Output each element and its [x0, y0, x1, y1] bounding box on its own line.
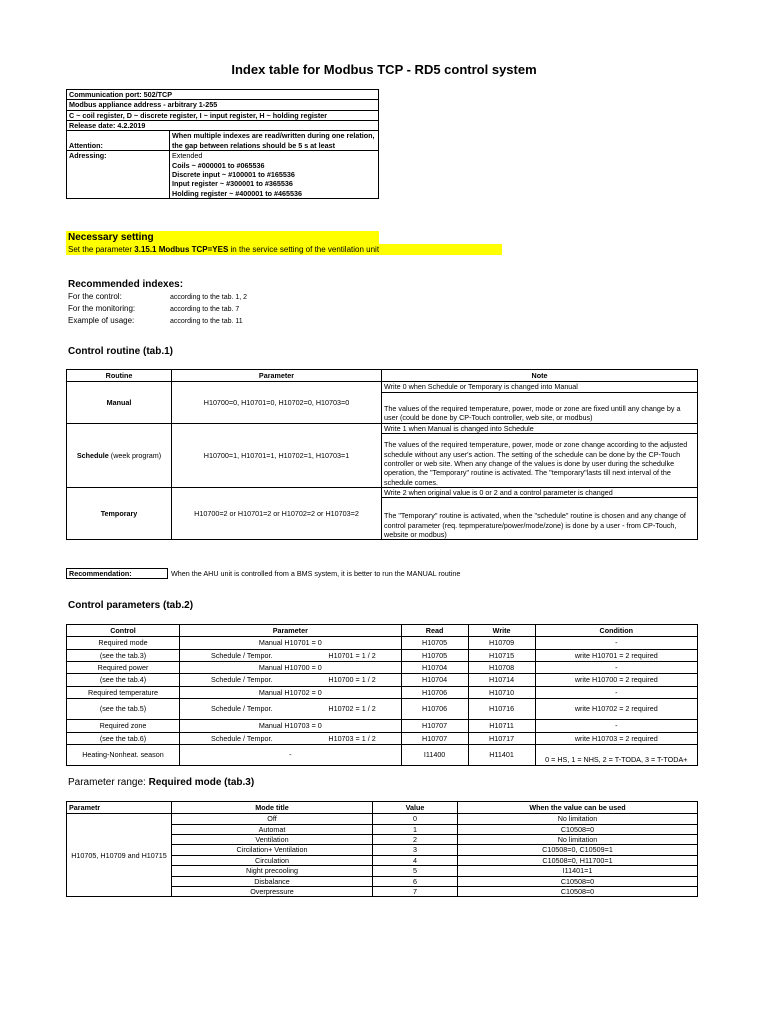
mode-value-cell: 1 — [373, 824, 458, 834]
tab2-table — [66, 624, 698, 766]
table-row — [67, 699, 698, 720]
mode-value-cell: 7 — [373, 886, 458, 896]
condition-cell: - — [535, 720, 697, 732]
mode-title-cell: Disbalance — [172, 876, 373, 886]
tab3-header: Value — [373, 802, 458, 814]
info-registers: C ~ coil register, D ~ discrete register, I ~ input register, H ~ holding register — [67, 110, 379, 120]
mode-title-cell: Overpressure — [172, 886, 373, 896]
tab2-header: Parameter — [180, 625, 402, 637]
recommended-label: For the monitoring: — [68, 304, 136, 313]
routine-schedule — [67, 423, 172, 487]
recommended-heading: Recommended indexes: — [68, 279, 184, 290]
recommendation-box — [66, 568, 168, 579]
tab3-header: Mode title — [172, 802, 373, 814]
parameter-cell: Manual H10701 = 0 — [180, 637, 402, 649]
mode-when-cell: No limitation — [458, 814, 698, 824]
mode-when-cell: C10508=0, H11700=1 — [458, 855, 698, 865]
info-release: Release date: 4.2.2019 — [67, 121, 379, 131]
recommended-row — [68, 291, 247, 303]
mode-title-cell: Automat — [172, 824, 373, 834]
write-cell: H10717 — [468, 732, 535, 744]
mode-when-cell: C10508=0 — [458, 886, 698, 896]
control-cell: (see the tab.4) — [67, 674, 180, 686]
mode-value-cell: 2 — [373, 835, 458, 845]
mode-value-cell: 4 — [373, 855, 458, 865]
condition-cell: - — [535, 637, 697, 649]
parameter-cell: H10701 = 1 / 2 — [304, 649, 402, 661]
control-cell: Heating-Nonheat. season — [67, 744, 180, 765]
tab2-heading: Control parameters (tab.2) — [68, 600, 194, 611]
condition-cell: write H10703 = 2 required — [535, 732, 697, 744]
condition-cell: write H10700 = 2 required — [535, 674, 697, 686]
recommended-value: according to the tab. 1, 2 — [170, 294, 248, 301]
table-row — [67, 674, 698, 686]
tab3-header: Parametr — [67, 802, 172, 814]
write-cell: H10714 — [468, 674, 535, 686]
routine-manual-note1: Write 0 when Schedule or Temporary is changed into Manual — [382, 382, 698, 392]
condition-cell: write H10701 = 2 required — [535, 649, 697, 661]
mode-value-cell: 6 — [373, 876, 458, 886]
condition-cell: - — [535, 662, 697, 674]
addressing-lines — [170, 151, 379, 199]
attention-label: Attention: — [67, 131, 170, 151]
tab2-header: Read — [401, 625, 468, 637]
parameter-cell: Manual H10703 = 0 — [180, 720, 402, 732]
table-row — [67, 720, 698, 732]
addressing-line: Input register ~ #300001 to #365536 — [172, 179, 293, 189]
routine-schedule-name: Schedule — [76, 450, 109, 460]
table-row — [67, 662, 698, 674]
necessary-param: 3.15.1 Modbus TCP=YES — [134, 245, 229, 254]
read-cell: H10707 — [401, 732, 468, 744]
tab2-header: Control — [67, 625, 180, 637]
tab1-table — [66, 369, 698, 540]
necessary-pre: Set the parameter — [68, 245, 135, 254]
write-cell: H10711 — [468, 720, 535, 732]
routine-schedule-note1: Write 1 when Manual is changed into Schedule — [382, 423, 698, 433]
read-cell: H10706 — [401, 686, 468, 698]
recommended-row — [68, 315, 247, 327]
routine-temporary: Temporary — [67, 488, 172, 540]
read-cell: I11400 — [401, 744, 468, 765]
control-cell: Required power — [67, 662, 180, 674]
control-cell: Required mode — [67, 637, 180, 649]
recommended-label: For the control: — [68, 292, 122, 301]
mode-when-cell: C10508=0 — [458, 876, 698, 886]
necessary-heading: Necessary setting — [66, 231, 379, 245]
parameter-cell: H10702 = 1 / 2 — [304, 699, 402, 720]
read-cell: H10707 — [401, 720, 468, 732]
addressing-line: Coils ~ #000001 to #065536 — [172, 160, 265, 170]
control-cell: (see the tab.6) — [67, 732, 180, 744]
table-row — [67, 637, 698, 649]
condition-cell: - — [535, 686, 697, 698]
tab1-header: Parameter — [172, 370, 382, 382]
table-row — [67, 686, 698, 698]
write-cell: H11401 — [468, 744, 535, 765]
read-cell: H10705 — [401, 649, 468, 661]
write-cell: H10708 — [468, 662, 535, 674]
addressing-line: Discrete input ~ #100001 to #165536 — [172, 169, 295, 179]
tab1-heading: Control routine (tab.1) — [68, 346, 173, 357]
control-cell: Required temperature — [67, 686, 180, 698]
addressing-line: Extended — [172, 151, 203, 161]
parameter-cell: - — [180, 744, 402, 765]
info-address: Modbus appliance address - arbitrary 1-255 — [67, 100, 379, 110]
info-table — [66, 89, 379, 199]
mode-title-cell: Circilation+ Ventilation — [172, 845, 373, 855]
write-cell: H10710 — [468, 686, 535, 698]
tab1-header: Routine — [67, 370, 172, 382]
routine-schedule-param: H10700=1, H10701=1, H10702=1, H10703=1 — [172, 423, 382, 487]
table-row — [67, 732, 698, 744]
tab3-param-cell: H10705, H10709 and H10715 — [67, 814, 172, 897]
parameter-mode-cell: Schedule / Tempor. — [180, 649, 304, 661]
mode-title-cell: Ventilation — [172, 835, 373, 845]
tab2-header: Condition — [535, 625, 697, 637]
recommended-list — [68, 291, 247, 327]
mode-title-cell: Circulation — [172, 855, 373, 865]
necessary-post: in the service setting of the ventilation unit — [228, 245, 380, 254]
recommended-row — [68, 303, 247, 315]
read-cell: H10705 — [401, 637, 468, 649]
tab1-header: Note — [382, 370, 698, 382]
tab3-header: When the value can be used — [458, 802, 698, 814]
attention-text: When multiple indexes are read/written during one relation, the gap between relations should be 5 s at least — [170, 131, 379, 151]
routine-manual-note2: The values of the required temperature, power, mode or zone are fixed untill any change by a user (could be done by CP-Touch controller, web site, or modbus) — [382, 392, 698, 423]
addressing-label: Adressing: — [67, 151, 170, 199]
routine-manual-param: H10700=0, H10701=0, H10702=0, H10703=0 — [172, 382, 382, 423]
write-cell: H10709 — [468, 637, 535, 649]
mode-when-cell: C10508=0, C10509=1 — [458, 845, 698, 855]
info-port: Communication port: 502/TCP — [67, 90, 379, 100]
tab3-heading — [68, 777, 254, 788]
page-title: Index table for Modbus TCP - RD5 control system — [231, 62, 537, 77]
tab3-table — [66, 801, 698, 897]
tab3-heading-pre: Parameter range: — [68, 777, 149, 788]
parameter-cell: H10703 = 1 / 2 — [304, 732, 402, 744]
mode-title-cell: Off — [172, 814, 373, 824]
table-row — [67, 814, 698, 824]
parameter-cell: H10700 = 1 / 2 — [304, 674, 402, 686]
parameter-cell: Manual H10702 = 0 — [180, 686, 402, 698]
mode-value-cell: 0 — [373, 814, 458, 824]
parameter-mode-cell: Schedule / Tempor. — [180, 699, 304, 720]
routine-temporary-note1: Write 2 when original value is 0 or 2 and a control parameter is changed — [382, 488, 698, 498]
mode-when-cell: I11401=1 — [458, 866, 698, 876]
parameter-cell: Manual H10700 = 0 — [180, 662, 402, 674]
tab3-heading-bold: Required mode (tab.3) — [148, 777, 255, 788]
control-cell: (see the tab.5) — [67, 699, 180, 720]
recommendation-label: Recommendation: — [67, 569, 168, 579]
routine-temporary-note2: The "Temporary" routine is activated, when the "schedule" routine is chosen and any change of control parameter (req. tepmperature/power/mode/zone) is done by a user - from CP-Touch, website or modbus) — [382, 498, 698, 540]
tab2-header: Write — [468, 625, 535, 637]
recommended-value: according to the tab. 7 — [170, 306, 240, 313]
table-row — [67, 744, 698, 765]
read-cell: H10704 — [401, 662, 468, 674]
routine-manual: Manual — [67, 382, 172, 423]
control-cell: Required zone — [67, 720, 180, 732]
routine-temporary-param: H10700=2 or H10701=2 or H10702=2 or H10703=2 — [172, 488, 382, 540]
read-cell: H10704 — [401, 674, 468, 686]
necessary-text — [66, 244, 502, 255]
control-cell: (see the tab.3) — [67, 649, 180, 661]
mode-title-cell: Night precooling — [172, 866, 373, 876]
parameter-mode-cell: Schedule / Tempor. — [180, 674, 304, 686]
condition-cell: 0 = HS, 1 = NHS, 2 = T-TODA, 3 = T-TODA+ — [535, 744, 697, 765]
parameter-mode-cell: Schedule / Tempor. — [180, 732, 304, 744]
routine-schedule-note2: The values of the required temperature, power, mode or zone change according to the adjusted schedule without any user's action. The setting of the schedule can be done by the CP-Touch controller or web site. When any change of the values is done by user during the schedulke operation, the "Temporary" routine is activated. The "temporary"lasts till next interval of the schedule comes. — [382, 434, 698, 488]
write-cell: H10715 — [468, 649, 535, 661]
addressing-line: Holding register ~ #400001 to #465536 — [172, 188, 303, 198]
recommendation-text: When the AHU unit is controlled from a BMS system, it is better to run the MANUAL routine — [171, 569, 461, 578]
mode-when-cell: C10508=0 — [458, 824, 698, 834]
mode-value-cell: 5 — [373, 866, 458, 876]
mode-when-cell: No limitation — [458, 835, 698, 845]
mode-value-cell: 3 — [373, 845, 458, 855]
write-cell: H10716 — [468, 699, 535, 720]
read-cell: H10706 — [401, 699, 468, 720]
routine-schedule-sub: (week program) — [108, 450, 162, 460]
recommended-value: according to the tab. 11 — [170, 318, 243, 325]
recommended-label: Example of usage: — [68, 316, 135, 325]
table-row — [67, 649, 698, 661]
condition-cell: write H10702 = 2 required — [535, 699, 697, 720]
